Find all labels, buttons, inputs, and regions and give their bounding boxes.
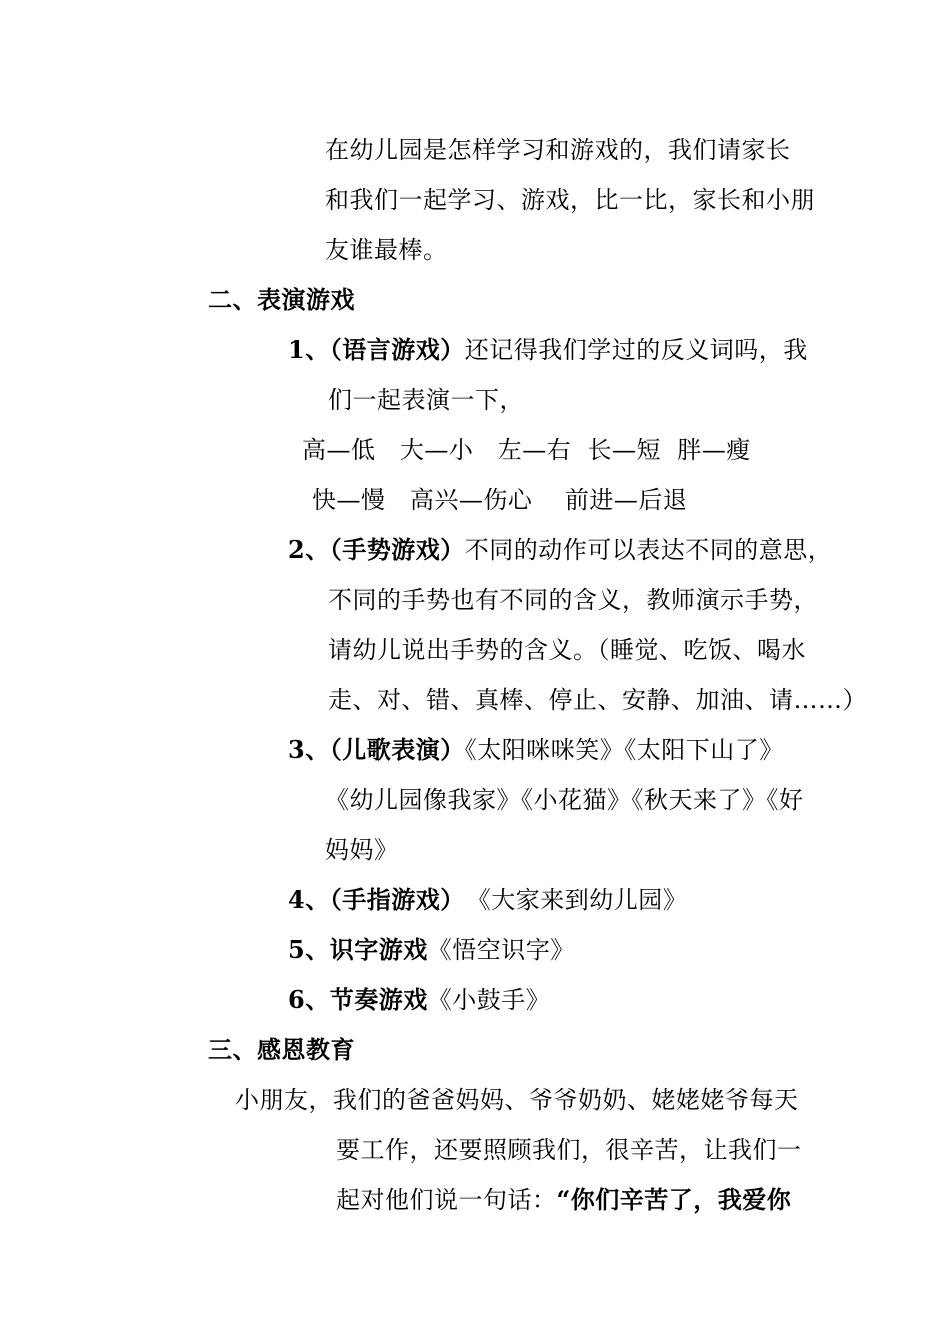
item-3-line-1 [288, 735, 784, 765]
section-3-text-3 [336, 1185, 791, 1215]
intro-line-1: 在幼儿园是怎样学习和游戏的，我们请家长 [325, 136, 791, 164]
item-5-text: 《悟空识字》 [427, 936, 575, 964]
antonym-pairs-1: 高—低 大—小 左—右 长—短 胖—瘦 [302, 436, 751, 464]
item-2-text-2: 不同的手势也有不同的含义，教师演示手势， [328, 586, 818, 614]
section-3-text-3-bold: “你们辛苦了，我爱你 [556, 1185, 792, 1214]
item-1-label: 1、（语言游戏） [288, 335, 465, 364]
section-3-heading: 三、感恩教育 [208, 1035, 355, 1064]
section-3-text-1: 小朋友，我们的爸爸妈妈、爷爷奶奶、姥姥姥爷每天 [235, 1086, 799, 1114]
item-2-text-4: 走、对、错、真棒、停止、安静、加油、请……） [328, 686, 867, 714]
item-3-text-1: 《太阳咪咪笑》《太阳下山了》 [464, 736, 784, 764]
item-4-label: 4、（手指游戏） [288, 885, 465, 914]
item-3-text-3: 妈妈》 [325, 836, 399, 864]
section-3-text-2: 要工作，还要照顾我们，很辛苦，让我们一 [336, 1136, 802, 1164]
item-3-label: 3、（儿歌表演） [288, 735, 465, 764]
item-1-line-1 [288, 335, 808, 365]
item-6-text: 《小鼓手》 [427, 986, 551, 1014]
item-1-text-1: 还记得我们学过的反义词吗，我 [464, 336, 808, 364]
item-2-text-1: 不同的动作可以表达不同的意思， [464, 536, 833, 564]
item-6-label: 6、节奏游戏 [288, 985, 428, 1014]
intro-line-2: 和我们一起学习、游戏，比一比，家长和小朋 [325, 186, 815, 214]
item-2-label: 2、（手势游戏） [288, 535, 465, 564]
section-3-text-3-plain: 起对他们说一句话： [336, 1186, 557, 1214]
item-1-text-2: 们一起表演一下， [328, 386, 524, 414]
item-4-line [288, 885, 687, 915]
intro-line-3: 友谁最棒。 [325, 236, 448, 264]
item-3-text-2: 《幼儿园像我家》《小花猫》《秋天来了》《好 [325, 786, 804, 814]
item-4-text: 《大家来到幼儿园》 [478, 886, 688, 914]
item-2-line-1 [288, 535, 832, 565]
item-5-label: 5、识字游戏 [288, 935, 428, 964]
item-5-line [288, 935, 575, 965]
item-2-text-3: 请幼儿说出手势的含义。（睡觉、吃饭、喝水 [328, 636, 806, 664]
antonym-pairs-2: 快—慢 高兴—伤心 前进—后退 [312, 486, 688, 514]
section-2-heading: 二、表演游戏 [208, 285, 355, 314]
item-6-line [288, 985, 550, 1015]
